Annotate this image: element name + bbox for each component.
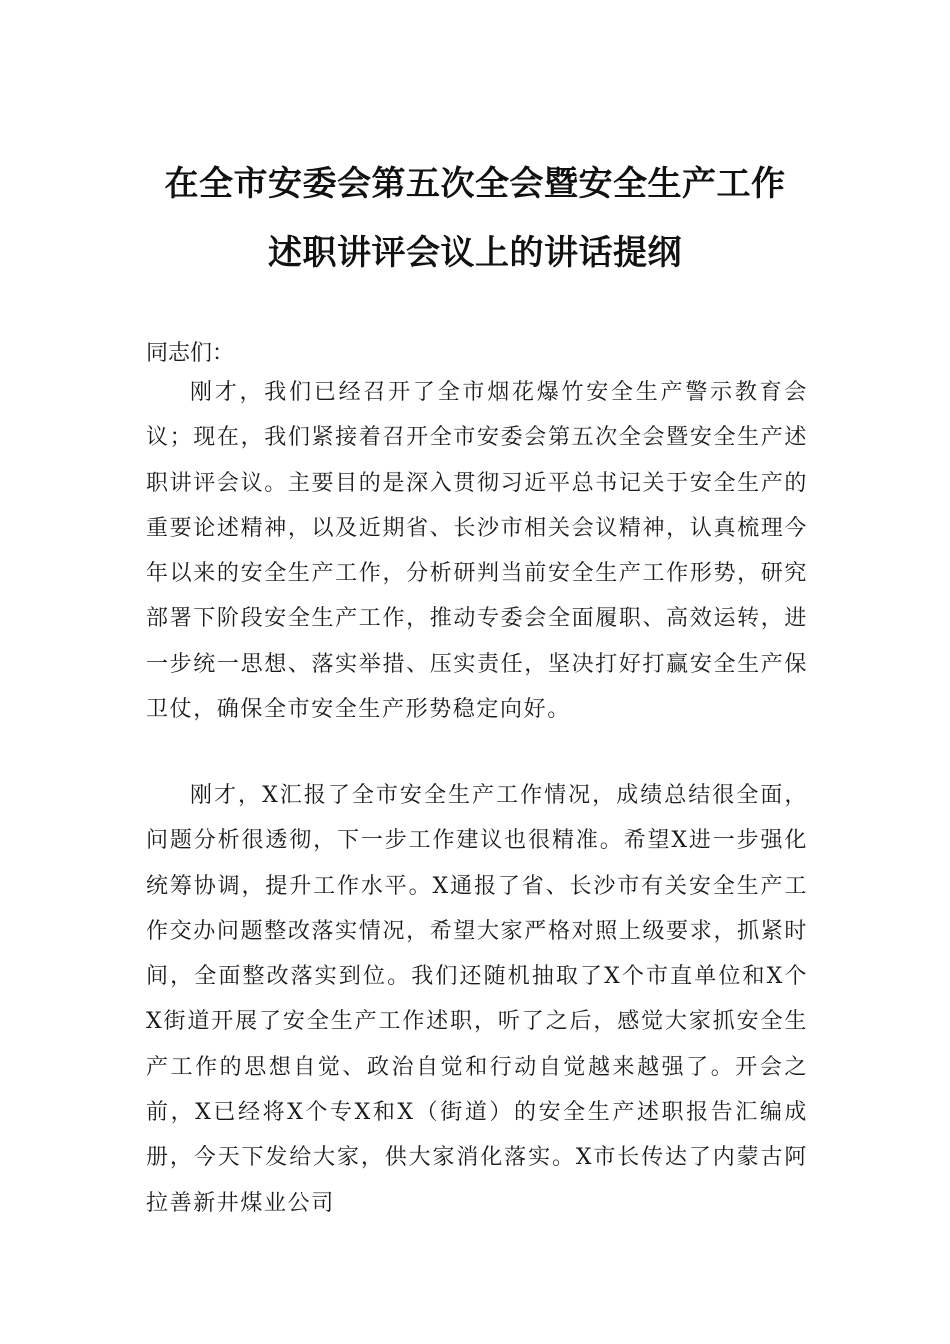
- document-title-line-2: 述职讲评会议上的讲话提纲: [268, 233, 682, 273]
- body-paragraph-1: 刚才，我们已经召开了全市烟花爆竹安全生产警示教育会议；现在，我们紧接着召开全市安委会第五次全会暨安全生产述职讲评会议。主要目的是深入贯彻习近平总书记关于安全生产的重要论述精神，以及近期省、长沙市相关会议精神，认真梳理今年以来的安全生产工作，分析研判当前安全生产工作形势，研究部署下阶段安全生产工作，推动专委会全面履职、高效运转，进一步统一思想、落实举措、压实责任，坚决打好打赢安全生产保卫仗，确保全市安全生产形势稳定向好。: [146, 380, 808, 723]
- document-title-line-1: 在全市安委会第五次全会暨安全生产工作: [164, 164, 786, 204]
- body-paragraph-2: 刚才，X汇报了全市安全生产工作情况，成绩总结很全面，问题分析很透彻，下一步工作建议也很精准。希望X进一步强化统筹协调，提升工作水平。X通报了省、长沙市有关安全生产工作交办问题整改落实情况，希望大家严格对照上级要求，抓紧时间，全面整改落实到位。我们还随机抽取了X个市直单位和X个X街道开展了安全生产工作述职，听了之后，感觉大家抓安全生产工作的思想自觉、政治自觉和行动自觉越来越强了。开会之前，X已经将X个专X和X（街道）的安全生产述职报告汇编成册，今天下发给大家，供大家消化落实。X市长传达了内蒙古阿拉善新井煤业公司: [146, 783, 808, 1216]
- salutation: 同志们：: [146, 341, 235, 366]
